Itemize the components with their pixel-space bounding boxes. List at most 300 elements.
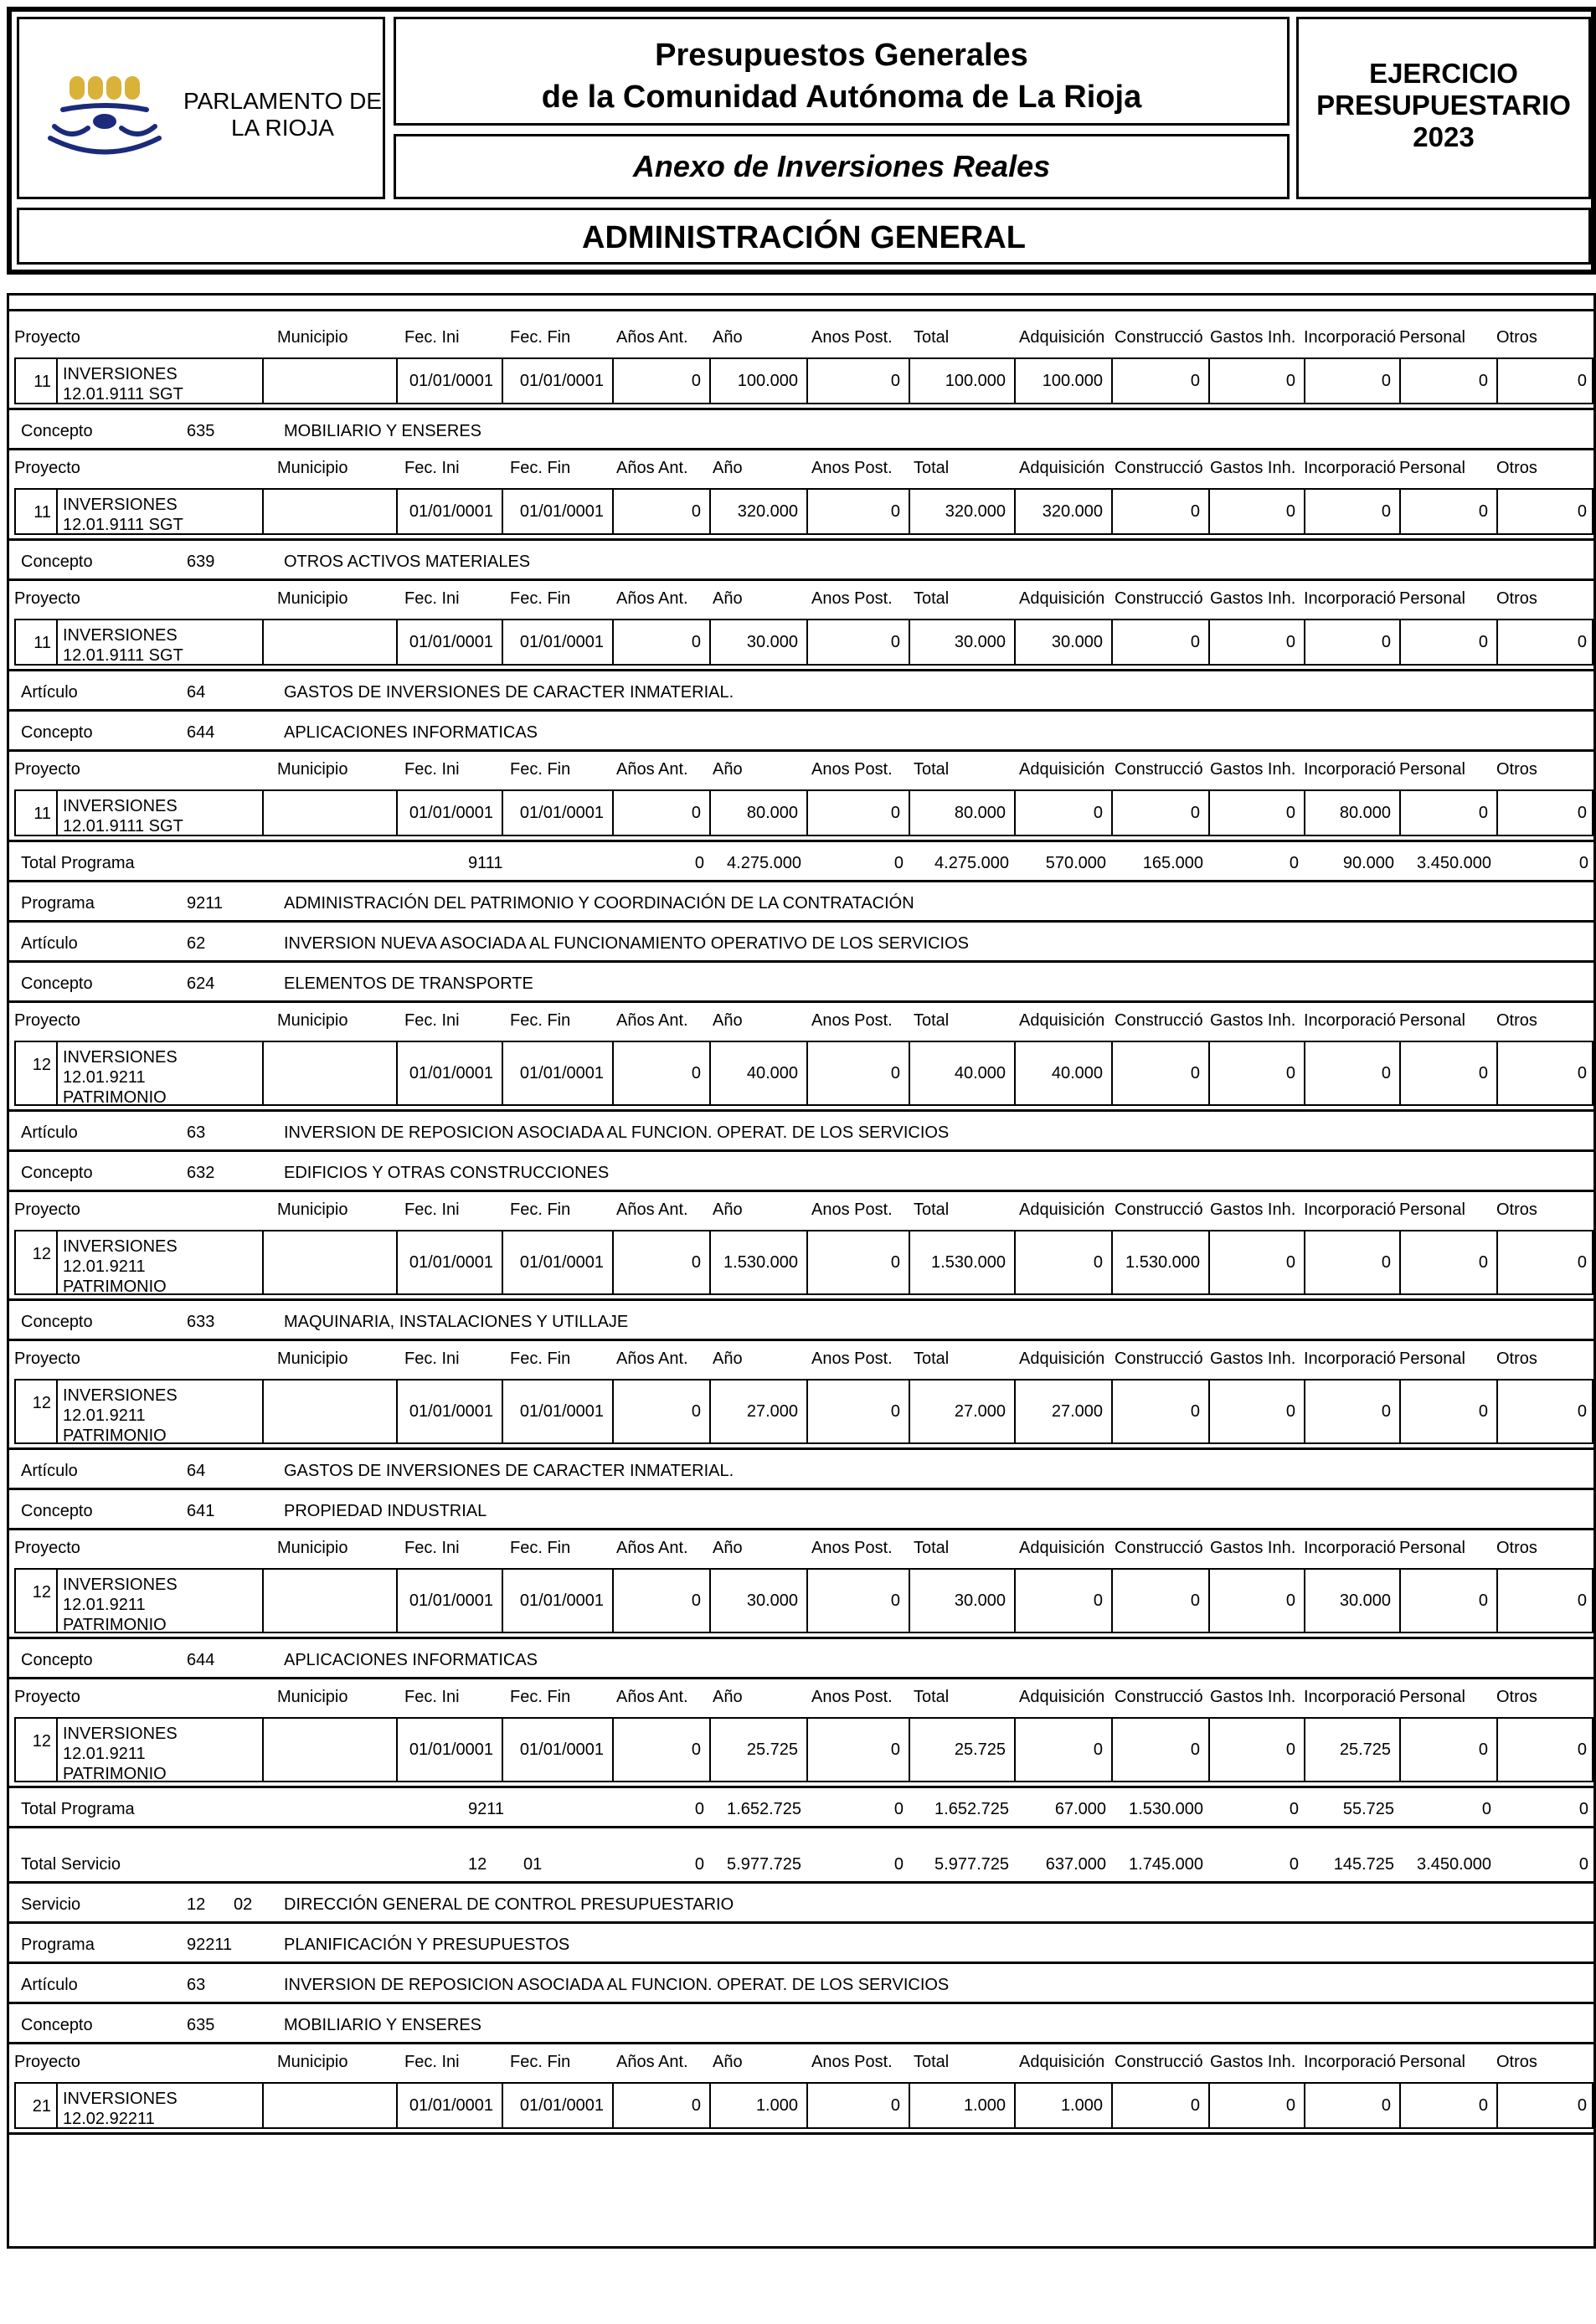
- section-code: 62: [187, 934, 206, 953]
- value-fin: 01/01/0001: [503, 1719, 614, 1781]
- column-header: Otros: [1496, 1201, 1537, 1219]
- column-header: Construcció: [1115, 1539, 1203, 1557]
- section-code: 635: [187, 422, 215, 440]
- project-name-line: 12.01.9111 SGT: [63, 516, 183, 534]
- total-value-post: 0: [893, 854, 904, 872]
- section-description: GASTOS DE INVERSIONES DE CARACTER INMATERIAL.: [284, 683, 734, 702]
- value-cons: 0: [1113, 620, 1210, 664]
- project-name-line: 12.01.9211: [63, 1257, 146, 1276]
- column-header: Gastos Inh.: [1210, 459, 1296, 477]
- column-header: Años Ant.: [616, 1688, 688, 1706]
- column-header: Otros: [1496, 1539, 1537, 1557]
- column-header: Año: [713, 1350, 743, 1368]
- value-ano: 27.000: [711, 1381, 808, 1442]
- project-name-line: INVERSIONES: [63, 1048, 178, 1067]
- column-header: Año: [713, 1011, 743, 1030]
- value-ini: 01/01/0001: [398, 620, 503, 664]
- section-type: Concepto: [21, 2016, 93, 2034]
- row-divider: [9, 1149, 1593, 1152]
- project-name-line: INVERSIONES: [63, 496, 178, 514]
- column-header: Total: [914, 1539, 950, 1557]
- column-header: Construcció: [1115, 1011, 1203, 1030]
- section-title: ADMINISTRACIÓN GENERAL: [582, 220, 1026, 255]
- project-name-line: 12.02.92211: [63, 2110, 155, 2128]
- column-header: Anos Post.: [811, 1011, 893, 1030]
- project-name-line: INVERSIONES: [63, 626, 178, 645]
- total-code: 9211: [468, 1800, 505, 1818]
- value-adq: 320.000: [1016, 490, 1113, 533]
- value-otros: 0: [1577, 371, 1587, 390]
- column-header: Año: [713, 1539, 743, 1557]
- value-post: 0: [808, 791, 910, 835]
- column-header: Incorporació: [1304, 1350, 1397, 1368]
- value-post: 0: [808, 2084, 910, 2127]
- column-header: Año: [713, 2053, 743, 2071]
- section-type: Programa: [21, 894, 95, 913]
- section-description: INVERSION DE REPOSICION ASOCIADA AL FUNCION. OPERAT. DE LOS SERVICIOS: [284, 1976, 950, 1994]
- project-name: [58, 1719, 264, 1781]
- value-cons: 0: [1113, 1042, 1210, 1104]
- column-header: Otros: [1496, 1011, 1537, 1030]
- column-header: Año: [713, 459, 743, 477]
- value-fin: 01/01/0001: [503, 1570, 614, 1632]
- project-number: 11: [16, 359, 58, 403]
- municipio-cell: [264, 359, 398, 403]
- column-header: Total: [914, 1350, 950, 1368]
- column-header: Adquisición: [1019, 328, 1105, 347]
- column-header: Adquisición: [1019, 1201, 1105, 1219]
- section-type: Servicio: [21, 1895, 81, 1914]
- project-name-line: PATRIMONIO: [63, 1278, 167, 1296]
- section-type: Concepto: [21, 1164, 93, 1182]
- value-gast: 0: [1210, 1570, 1305, 1632]
- section-description: EDIFICIOS Y OTRAS CONSTRUCCIONES: [284, 1164, 610, 1182]
- project-row: [14, 1041, 1593, 1106]
- row-divider: [9, 578, 1593, 581]
- value-ant: 0: [614, 1231, 711, 1293]
- column-header: Otros: [1496, 760, 1537, 779]
- column-header: Gastos Inh.: [1210, 1011, 1296, 1030]
- total-value-inc: 90.000: [1342, 854, 1394, 872]
- column-header: Fec. Fin: [510, 328, 571, 347]
- value-inc: 0: [1305, 1231, 1401, 1293]
- project-row: [14, 488, 1593, 535]
- value-ano: 100.000: [711, 359, 808, 403]
- value-post: 0: [808, 1042, 910, 1104]
- value-ant: 0: [614, 1042, 711, 1104]
- column-header: Año: [713, 1201, 743, 1219]
- section-type: Concepto: [21, 723, 93, 742]
- total-label: Total Programa: [21, 1800, 135, 1818]
- project-name-line: INVERSIONES: [63, 1725, 178, 1743]
- section-code: 9211: [187, 894, 224, 913]
- section-description: INVERSION DE REPOSICION ASOCIADA AL FUNCION. OPERAT. DE LOS SERVICIOS: [284, 1123, 950, 1142]
- column-header: Otros: [1496, 2053, 1537, 2071]
- municipio-cell: [264, 620, 398, 664]
- project-name: [58, 490, 264, 533]
- section-code: 624: [187, 974, 215, 993]
- column-header: Fec. Fin: [510, 1688, 571, 1706]
- value-total: 27.000: [910, 1381, 1016, 1442]
- column-header: Fec. Fin: [510, 589, 571, 608]
- total-value-ant: 0: [694, 1800, 704, 1818]
- value-total: 320.000: [910, 490, 1016, 533]
- value-gast: 0: [1210, 359, 1305, 403]
- project-row: [14, 789, 1593, 836]
- column-header: Proyecto: [14, 760, 80, 779]
- value-pers: 0: [1401, 2084, 1498, 2127]
- project-number: 11: [16, 791, 58, 835]
- column-header: Municipio: [277, 2053, 348, 2071]
- value-otros: 0: [1577, 1591, 1587, 1610]
- column-header: Anos Post.: [811, 1350, 893, 1368]
- column-header: Proyecto: [14, 328, 80, 347]
- project-row: [14, 1717, 1593, 1782]
- value-post: 0: [808, 490, 910, 533]
- section-code: 63: [187, 1123, 206, 1142]
- column-header: Año: [713, 1688, 743, 1706]
- column-header: Personal: [1399, 459, 1465, 477]
- total-value-inc: 55.725: [1342, 1800, 1394, 1818]
- project-name-line: 12.01.9211: [63, 1596, 146, 1614]
- section-code: 64: [187, 683, 206, 702]
- column-header: Otros: [1496, 1688, 1537, 1706]
- value-total: 100.000: [910, 359, 1016, 403]
- column-header: Personal: [1399, 760, 1465, 779]
- value-ini: 01/01/0001: [398, 2084, 503, 2127]
- column-header: Personal: [1399, 1350, 1465, 1368]
- column-header: Total: [914, 589, 950, 608]
- value-ano: 25.725: [711, 1719, 808, 1781]
- column-header: Incorporació: [1304, 2053, 1397, 2071]
- project-name-line: PATRIMONIO: [63, 1427, 167, 1445]
- value-gast: 0: [1210, 2084, 1305, 2127]
- total-value-gast: 0: [1289, 854, 1299, 872]
- value-fin: 01/01/0001: [503, 791, 614, 835]
- column-header: Municipio: [277, 1688, 348, 1706]
- ejercicio-box: [1296, 17, 1591, 199]
- row-divider: [9, 880, 1593, 882]
- total-value-total: 5.977.725: [934, 1855, 1009, 1874]
- value-post: 0: [808, 1719, 910, 1781]
- column-header: Construcció: [1115, 1201, 1203, 1219]
- row-divider: [9, 1447, 1593, 1450]
- column-header: Fec. Fin: [510, 2053, 571, 2071]
- section-type: Programa: [21, 1936, 95, 1954]
- column-header: Otros: [1496, 328, 1537, 347]
- project-name: [58, 359, 264, 403]
- org-line-2: LA RIOJA: [231, 115, 334, 141]
- total-value-ant: 0: [694, 854, 704, 872]
- value-total: 25.725: [910, 1719, 1016, 1781]
- value-cons: 0: [1113, 1719, 1210, 1781]
- total-value-pers: 3.450.000: [1417, 854, 1491, 872]
- total-value-ano: 4.275.000: [727, 854, 801, 872]
- column-header: Personal: [1399, 589, 1465, 608]
- value-cons: 1.530.000: [1113, 1231, 1210, 1293]
- value-adq: 0: [1016, 1719, 1113, 1781]
- project-number: 12: [16, 1570, 58, 1632]
- value-pers: 0: [1401, 359, 1498, 403]
- row-divider: [9, 1921, 1593, 1924]
- section-description: APLICACIONES INFORMATICAS: [284, 723, 538, 742]
- section-description: ADMINISTRACIÓN DEL PATRIMONIO Y COORDINACIÓN DE LA CONTRATACIÓN: [284, 894, 914, 913]
- total-value-ano: 1.652.725: [727, 1800, 801, 1818]
- column-header: Incorporació: [1304, 328, 1397, 347]
- value-post: 0: [808, 1381, 910, 1442]
- value-ant: 0: [614, 1570, 711, 1632]
- section-type: Artículo: [21, 1976, 78, 1994]
- value-ano: 30.000: [711, 1570, 808, 1632]
- column-header: Adquisición: [1019, 1539, 1105, 1557]
- project-name-line: INVERSIONES: [63, 1386, 178, 1405]
- org-line-1: PARLAMENTO DE: [183, 88, 383, 114]
- org-name: [183, 88, 382, 141]
- column-header: Total: [914, 2053, 950, 2071]
- value-ini: 01/01/0001: [398, 791, 503, 835]
- subtitle: Anexo de Inversiones Reales: [632, 149, 1051, 183]
- column-header: Años Ant.: [616, 1011, 688, 1030]
- section-code: 644: [187, 723, 215, 742]
- project-row: [14, 1379, 1593, 1444]
- value-pers: 0: [1401, 620, 1498, 664]
- row-divider: [9, 2042, 1593, 2044]
- project-name-line: INVERSIONES: [63, 365, 178, 383]
- project-number: 12: [16, 1381, 58, 1442]
- project-name-line: INVERSIONES: [63, 2090, 178, 2108]
- value-ant: 0: [614, 620, 711, 664]
- value-pers: 0: [1401, 791, 1498, 835]
- project-name: [58, 1381, 264, 1445]
- column-header: Fec. Ini: [404, 1350, 460, 1368]
- section-type: Artículo: [21, 934, 78, 953]
- row-divider: [9, 1298, 1593, 1301]
- column-header: Proyecto: [14, 1201, 80, 1219]
- value-post: 0: [808, 359, 910, 403]
- section-code: 632: [187, 1164, 215, 1182]
- total-value-cons: 165.000: [1142, 854, 1203, 872]
- column-header: Anos Post.: [811, 1201, 893, 1219]
- column-header: Municipio: [277, 328, 348, 347]
- row-divider: [9, 1786, 1593, 1788]
- column-header: Otros: [1496, 1350, 1537, 1368]
- total-value-pers: 0: [1481, 1800, 1491, 1818]
- project-name-line: PATRIMONIO: [63, 1088, 167, 1107]
- section-box: [17, 208, 1591, 265]
- section-description: MOBILIARIO Y ENSERES: [284, 422, 482, 440]
- column-header: Adquisición: [1019, 459, 1105, 477]
- column-header: Fec. Fin: [510, 760, 571, 779]
- column-header: Total: [914, 1688, 950, 1706]
- column-header: Municipio: [277, 459, 348, 477]
- section-type: Concepto: [21, 1651, 93, 1669]
- row-divider: [9, 1881, 1593, 1884]
- column-header: Total: [914, 760, 950, 779]
- column-header: Total: [914, 459, 950, 477]
- project-name-line: 12.01.9111 SGT: [63, 646, 183, 665]
- column-header: Personal: [1399, 1011, 1465, 1030]
- project-number: 21: [16, 2084, 58, 2127]
- column-header: Adquisición: [1019, 589, 1105, 608]
- section-code: 63: [187, 1976, 206, 1994]
- column-header: Anos Post.: [811, 328, 893, 347]
- row-divider: [9, 1962, 1593, 1964]
- column-header: Anos Post.: [811, 760, 893, 779]
- column-header: Años Ant.: [616, 589, 688, 608]
- row-divider: [9, 1677, 1593, 1679]
- total-label: Total Servicio: [21, 1855, 121, 1874]
- column-header: Proyecto: [14, 1350, 80, 1368]
- column-header: Fec. Ini: [404, 1011, 460, 1030]
- project-name: [58, 1231, 264, 1296]
- value-cons: 0: [1113, 791, 1210, 835]
- row-divider: [9, 749, 1593, 752]
- value-ant: 0: [614, 2084, 711, 2127]
- value-ano: 1.000: [711, 2084, 808, 2127]
- section-description: INVERSION NUEVA ASOCIADA AL FUNCIONAMIENTO OPERATIVO DE LOS SERVICIOS: [284, 934, 969, 953]
- section-code: 644: [187, 1651, 215, 1669]
- ejercicio-line-1: EJERCICIO: [1369, 58, 1518, 89]
- value-adq: 30.000: [1016, 620, 1113, 664]
- value-otros: 0: [1577, 2095, 1587, 2115]
- column-header: Anos Post.: [811, 1539, 893, 1557]
- value-otros: 0: [1577, 1401, 1587, 1421]
- project-row: [14, 1568, 1593, 1633]
- total-value-gast: 0: [1289, 1800, 1299, 1818]
- column-header: Municipio: [277, 1201, 348, 1219]
- value-fin: 01/01/0001: [503, 2084, 614, 2127]
- total-value-post: 0: [893, 1800, 904, 1818]
- value-gast: 0: [1210, 1042, 1305, 1104]
- value-ini: 01/01/0001: [398, 1570, 503, 1632]
- value-ant: 0: [614, 1381, 711, 1442]
- parliament-logo-box: [17, 17, 385, 199]
- column-header: Adquisición: [1019, 760, 1105, 779]
- column-header: Otros: [1496, 589, 1537, 608]
- value-total: 40.000: [910, 1042, 1016, 1104]
- value-ano: 30.000: [711, 620, 808, 664]
- value-inc: 0: [1305, 1042, 1401, 1104]
- section-description: ELEMENTOS DE TRANSPORTE: [284, 974, 533, 993]
- column-header: Incorporació: [1304, 1688, 1397, 1706]
- section-description: MOBILIARIO Y ENSERES: [284, 2016, 482, 2034]
- column-header: Construcció: [1115, 2053, 1203, 2071]
- value-fin: 01/01/0001: [503, 1381, 614, 1442]
- total-value-otros: 0: [1578, 1855, 1588, 1874]
- column-header: Municipio: [277, 589, 348, 608]
- value-cons: 0: [1113, 1570, 1210, 1632]
- section-description: MAQUINARIA, INSTALACIONES Y UTILLAJE: [284, 1313, 629, 1331]
- municipio-cell: [264, 1381, 398, 1442]
- column-header: Gastos Inh.: [1210, 1688, 1296, 1706]
- project-name-line: INVERSIONES: [63, 1237, 178, 1256]
- project-number: 11: [16, 490, 58, 533]
- value-inc: 0: [1305, 1381, 1401, 1442]
- value-fin: 01/01/0001: [503, 620, 614, 664]
- column-header: Personal: [1399, 1201, 1465, 1219]
- row-divider: [9, 2002, 1593, 2004]
- value-ano: 1.530.000: [711, 1231, 808, 1293]
- row-divider: [9, 2132, 1593, 2135]
- project-name: [58, 791, 264, 835]
- project-name: [58, 2084, 264, 2127]
- column-header: Años Ant.: [616, 1539, 688, 1557]
- value-cons: 0: [1113, 1381, 1210, 1442]
- section-type: Artículo: [21, 1462, 78, 1480]
- column-header: Años Ant.: [616, 1350, 688, 1368]
- value-total: 80.000: [910, 791, 1016, 835]
- column-header: Adquisición: [1019, 1350, 1105, 1368]
- section-code: 635: [187, 2016, 215, 2034]
- row-divider: [9, 448, 1593, 450]
- value-inc: 80.000: [1305, 791, 1401, 835]
- row-divider: [9, 709, 1593, 712]
- section-code: 12: [187, 1895, 206, 1914]
- value-otros: 0: [1577, 632, 1587, 651]
- column-header: Personal: [1399, 328, 1465, 347]
- value-gast: 0: [1210, 490, 1305, 533]
- value-inc: 0: [1305, 2084, 1401, 2127]
- total-value-total: 1.652.725: [934, 1800, 1009, 1818]
- column-header: Gastos Inh.: [1210, 1539, 1296, 1557]
- row-divider: [9, 1488, 1593, 1490]
- project-row: [14, 1230, 1593, 1295]
- row-divider: [9, 1339, 1593, 1341]
- project-name: [58, 1570, 264, 1632]
- section-description: GASTOS DE INVERSIONES DE CARACTER INMATERIAL.: [284, 1462, 734, 1480]
- total-value-pers: 3.450.000: [1417, 1855, 1491, 1874]
- value-cons: 0: [1113, 359, 1210, 403]
- column-header: Fec. Ini: [404, 328, 460, 347]
- row-divider: [9, 1637, 1593, 1639]
- value-fin: 01/01/0001: [503, 359, 614, 403]
- total-value-ant: 0: [694, 1855, 704, 1874]
- column-header: Municipio: [277, 1350, 348, 1368]
- column-header: Incorporació: [1304, 459, 1397, 477]
- value-ini: 01/01/0001: [398, 1042, 503, 1104]
- section-type: Concepto: [21, 422, 93, 440]
- column-header: Fec. Fin: [510, 1011, 571, 1030]
- total-value-ano: 5.977.725: [727, 1855, 801, 1874]
- column-header: Incorporació: [1304, 1011, 1397, 1030]
- column-header: Personal: [1399, 1688, 1465, 1706]
- total-value-cons: 1.745.000: [1129, 1855, 1203, 1874]
- value-otros: 0: [1577, 501, 1587, 521]
- column-header: Construcció: [1115, 459, 1203, 477]
- row-divider: [9, 1000, 1593, 1003]
- project-number: 12: [16, 1719, 58, 1781]
- municipio-cell: [264, 1231, 398, 1293]
- value-adq: 100.000: [1016, 359, 1113, 403]
- value-ini: 01/01/0001: [398, 1719, 503, 1781]
- row-divider: [9, 1528, 1593, 1530]
- value-ini: 01/01/0001: [398, 1231, 503, 1293]
- value-ant: 0: [614, 1719, 711, 1781]
- parliament-crown-emblem-icon: [38, 61, 180, 162]
- column-header: Gastos Inh.: [1210, 328, 1296, 347]
- column-header: Fec. Ini: [404, 1201, 460, 1219]
- column-header: Incorporació: [1304, 1539, 1397, 1557]
- value-otros: 0: [1577, 1252, 1587, 1272]
- column-header: Gastos Inh.: [1210, 1350, 1296, 1368]
- ejercicio-line-2: PRESUPUESTARIO: [1316, 90, 1571, 121]
- column-header: Fec. Ini: [404, 589, 460, 608]
- value-adq: 0: [1016, 1570, 1113, 1632]
- section-type: Artículo: [21, 683, 78, 702]
- column-header: Proyecto: [14, 2053, 80, 2071]
- total-code-2: 01: [523, 1855, 543, 1874]
- value-total: 1.000: [910, 2084, 1016, 2127]
